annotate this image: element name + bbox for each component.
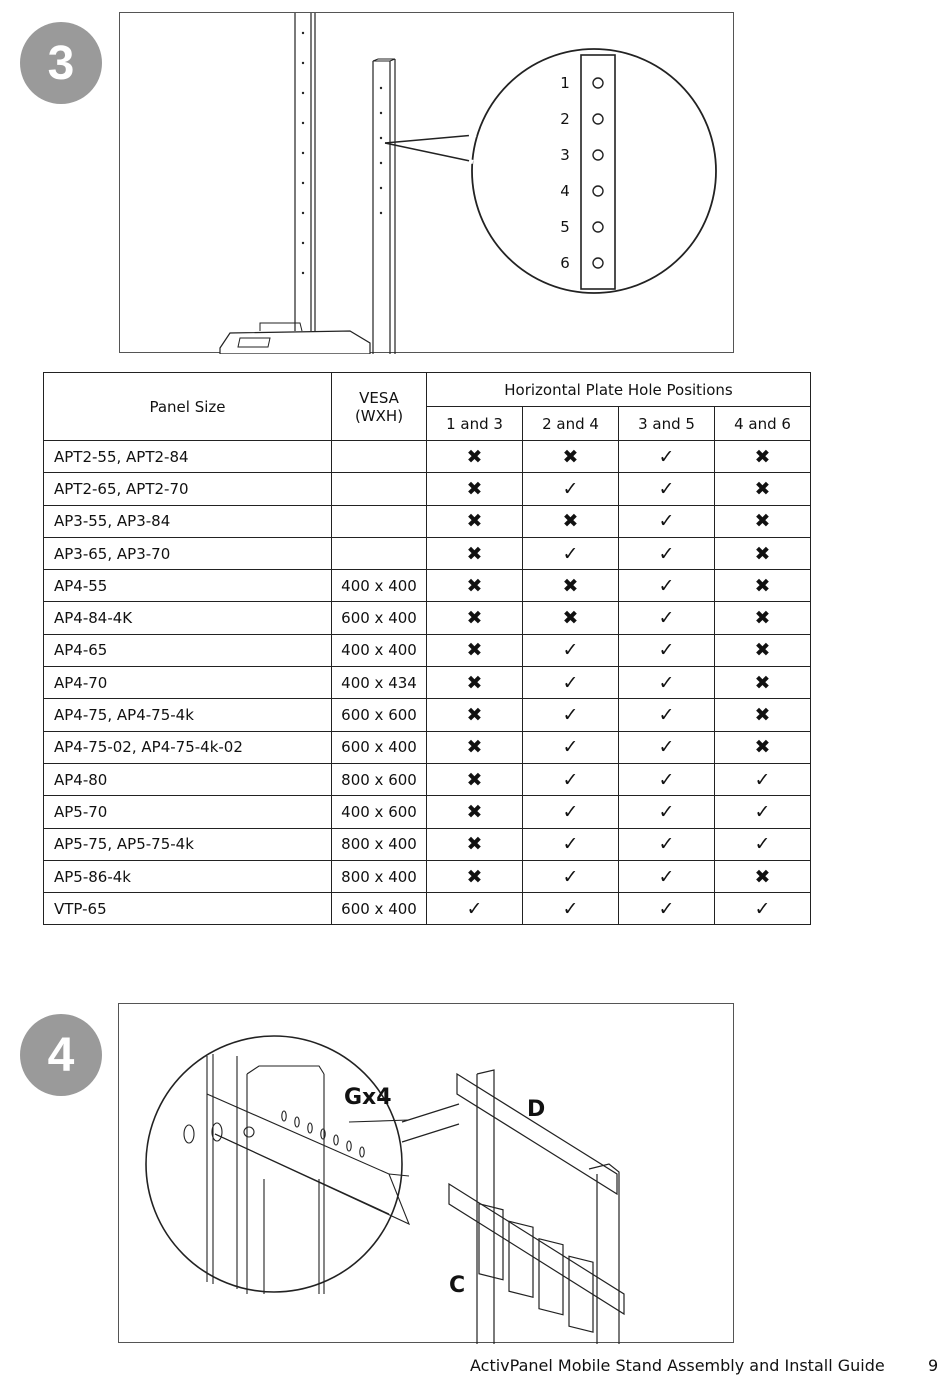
vesa-header-line2: (WXH) <box>354 406 404 425</box>
hole-label-5: 5 <box>560 218 570 236</box>
stand-columns-drawing <box>120 13 735 354</box>
cross-icon: ✖ <box>427 570 523 602</box>
footer-title: ActivPanel Mobile Stand Assembly and Install Guide <box>470 1356 885 1375</box>
check-icon: ✓ <box>523 828 619 860</box>
part-c-label: C <box>449 1273 466 1298</box>
part-d-label: D <box>527 1097 546 1122</box>
panel-size-cell: APT2-65, APT2-70 <box>44 473 332 505</box>
position-header: 2 and 4 <box>523 407 619 441</box>
vesa-cell <box>332 505 427 537</box>
cross-icon: ✖ <box>427 634 523 666</box>
table-row <box>44 699 811 731</box>
check-icon: ✓ <box>715 796 811 828</box>
vesa-cell: 400 x 434 <box>332 667 427 699</box>
check-icon: ✓ <box>523 860 619 892</box>
panel-size-cell: AP5-75, AP5-75-4k <box>44 828 332 860</box>
cross-icon: ✖ <box>715 860 811 892</box>
panel-size-cell: APT2-55, APT2-84 <box>44 441 332 473</box>
check-icon: ✓ <box>619 570 715 602</box>
panel-size-header: Panel Size <box>44 373 332 441</box>
table-row <box>44 860 811 892</box>
check-icon: ✓ <box>523 537 619 569</box>
position-header: 1 and 3 <box>427 407 523 441</box>
table-row <box>44 537 811 569</box>
plate-mounting-drawing <box>119 1004 735 1344</box>
cross-icon: ✖ <box>715 731 811 763</box>
vesa-cell: 400 x 600 <box>332 796 427 828</box>
cross-icon: ✖ <box>427 473 523 505</box>
table-row <box>44 570 811 602</box>
table-row <box>44 473 811 505</box>
position-header: 3 and 5 <box>619 407 715 441</box>
vesa-cell: 400 x 400 <box>332 634 427 666</box>
check-icon: ✓ <box>523 634 619 666</box>
check-icon: ✓ <box>619 602 715 634</box>
panel-size-cell: AP5-70 <box>44 796 332 828</box>
check-icon: ✓ <box>523 893 619 925</box>
check-icon: ✓ <box>619 731 715 763</box>
cross-icon: ✖ <box>715 602 811 634</box>
table-row <box>44 505 811 537</box>
check-icon: ✓ <box>619 893 715 925</box>
step-3-illustration <box>119 12 734 353</box>
vesa-cell: 600 x 400 <box>332 602 427 634</box>
table-row <box>44 763 811 795</box>
panel-size-cell: AP4-80 <box>44 763 332 795</box>
check-icon: ✓ <box>619 505 715 537</box>
cross-icon: ✖ <box>427 602 523 634</box>
check-icon: ✓ <box>523 763 619 795</box>
vesa-cell <box>332 537 427 569</box>
page-number: 9 <box>928 1356 939 1375</box>
cross-icon: ✖ <box>427 441 523 473</box>
table-body <box>44 441 811 925</box>
cross-icon: ✖ <box>427 537 523 569</box>
check-icon: ✓ <box>523 699 619 731</box>
check-icon: ✓ <box>619 537 715 569</box>
cross-icon: ✖ <box>427 860 523 892</box>
vesa-cell: 800 x 400 <box>332 860 427 892</box>
hole-label-4: 4 <box>560 182 570 200</box>
cross-icon: ✖ <box>427 699 523 731</box>
check-icon: ✓ <box>619 796 715 828</box>
hole-label-3: 3 <box>560 146 570 164</box>
cross-icon: ✖ <box>427 667 523 699</box>
cross-icon: ✖ <box>715 634 811 666</box>
vesa-cell <box>332 473 427 505</box>
check-icon: ✓ <box>619 634 715 666</box>
check-icon: ✓ <box>715 828 811 860</box>
check-icon: ✓ <box>619 441 715 473</box>
panel-size-cell: AP4-70 <box>44 667 332 699</box>
vesa-cell <box>332 441 427 473</box>
vesa-cell: 600 x 400 <box>332 893 427 925</box>
vesa-header-line1: VESA <box>359 388 399 407</box>
cross-icon: ✖ <box>715 537 811 569</box>
cross-icon: ✖ <box>715 570 811 602</box>
check-icon: ✓ <box>523 731 619 763</box>
table-row <box>44 441 811 473</box>
vesa-cell: 800 x 600 <box>332 763 427 795</box>
panel-size-cell: AP3-65, AP3-70 <box>44 537 332 569</box>
panel-size-cell: AP4-75-02, AP4-75-4k-02 <box>44 731 332 763</box>
step-4-badge: 4 <box>20 1014 102 1096</box>
cross-icon: ✖ <box>715 505 811 537</box>
panel-size-cell: AP5-86-4k <box>44 860 332 892</box>
vesa-cell: 800 x 400 <box>332 828 427 860</box>
table-row <box>44 796 811 828</box>
check-icon: ✓ <box>715 893 811 925</box>
cross-icon: ✖ <box>427 505 523 537</box>
panel-size-cell: AP4-84-4K <box>44 602 332 634</box>
check-icon: ✓ <box>619 473 715 505</box>
cross-icon: ✖ <box>523 441 619 473</box>
cross-icon: ✖ <box>715 441 811 473</box>
panel-size-cell: AP4-75, AP4-75-4k <box>44 699 332 731</box>
cross-icon: ✖ <box>523 505 619 537</box>
vesa-header <box>332 373 427 441</box>
cross-icon: ✖ <box>715 473 811 505</box>
panel-size-cell: AP4-65 <box>44 634 332 666</box>
panel-size-cell: VTP-65 <box>44 893 332 925</box>
cross-icon: ✖ <box>523 570 619 602</box>
panel-size-cell: AP3-55, AP3-84 <box>44 505 332 537</box>
check-icon: ✓ <box>619 860 715 892</box>
check-icon: ✓ <box>619 828 715 860</box>
hole-position-table <box>43 372 811 925</box>
check-icon: ✓ <box>715 763 811 795</box>
check-icon: ✓ <box>523 473 619 505</box>
check-icon: ✓ <box>523 796 619 828</box>
panel-size-cell: AP4-55 <box>44 570 332 602</box>
step-3-badge: 3 <box>20 22 102 104</box>
table-row <box>44 731 811 763</box>
vesa-cell: 600 x 600 <box>332 699 427 731</box>
check-icon: ✓ <box>619 667 715 699</box>
cross-icon: ✖ <box>427 828 523 860</box>
hole-label-2: 2 <box>560 110 570 128</box>
position-header: 4 and 6 <box>715 407 811 441</box>
hole-label-1: 1 <box>560 74 570 92</box>
table-row <box>44 828 811 860</box>
check-icon: ✓ <box>619 699 715 731</box>
check-icon: ✓ <box>619 763 715 795</box>
vesa-cell: 600 x 400 <box>332 731 427 763</box>
table-row <box>44 667 811 699</box>
cross-icon: ✖ <box>715 699 811 731</box>
cross-icon: ✖ <box>715 667 811 699</box>
bolt-quantity-label: Gx4 <box>344 1085 392 1110</box>
cross-icon: ✖ <box>427 731 523 763</box>
vesa-cell: 400 x 400 <box>332 570 427 602</box>
table-row <box>44 602 811 634</box>
check-icon: ✓ <box>523 667 619 699</box>
table-row <box>44 634 811 666</box>
hole-positions-group-header: Horizontal Plate Hole Positions <box>427 373 811 407</box>
table-row <box>44 893 811 925</box>
cross-icon: ✖ <box>427 763 523 795</box>
cross-icon: ✖ <box>427 796 523 828</box>
hole-label-6: 6 <box>560 254 570 272</box>
cross-icon: ✖ <box>523 602 619 634</box>
step-4-illustration <box>118 1003 734 1343</box>
check-icon: ✓ <box>427 893 523 925</box>
